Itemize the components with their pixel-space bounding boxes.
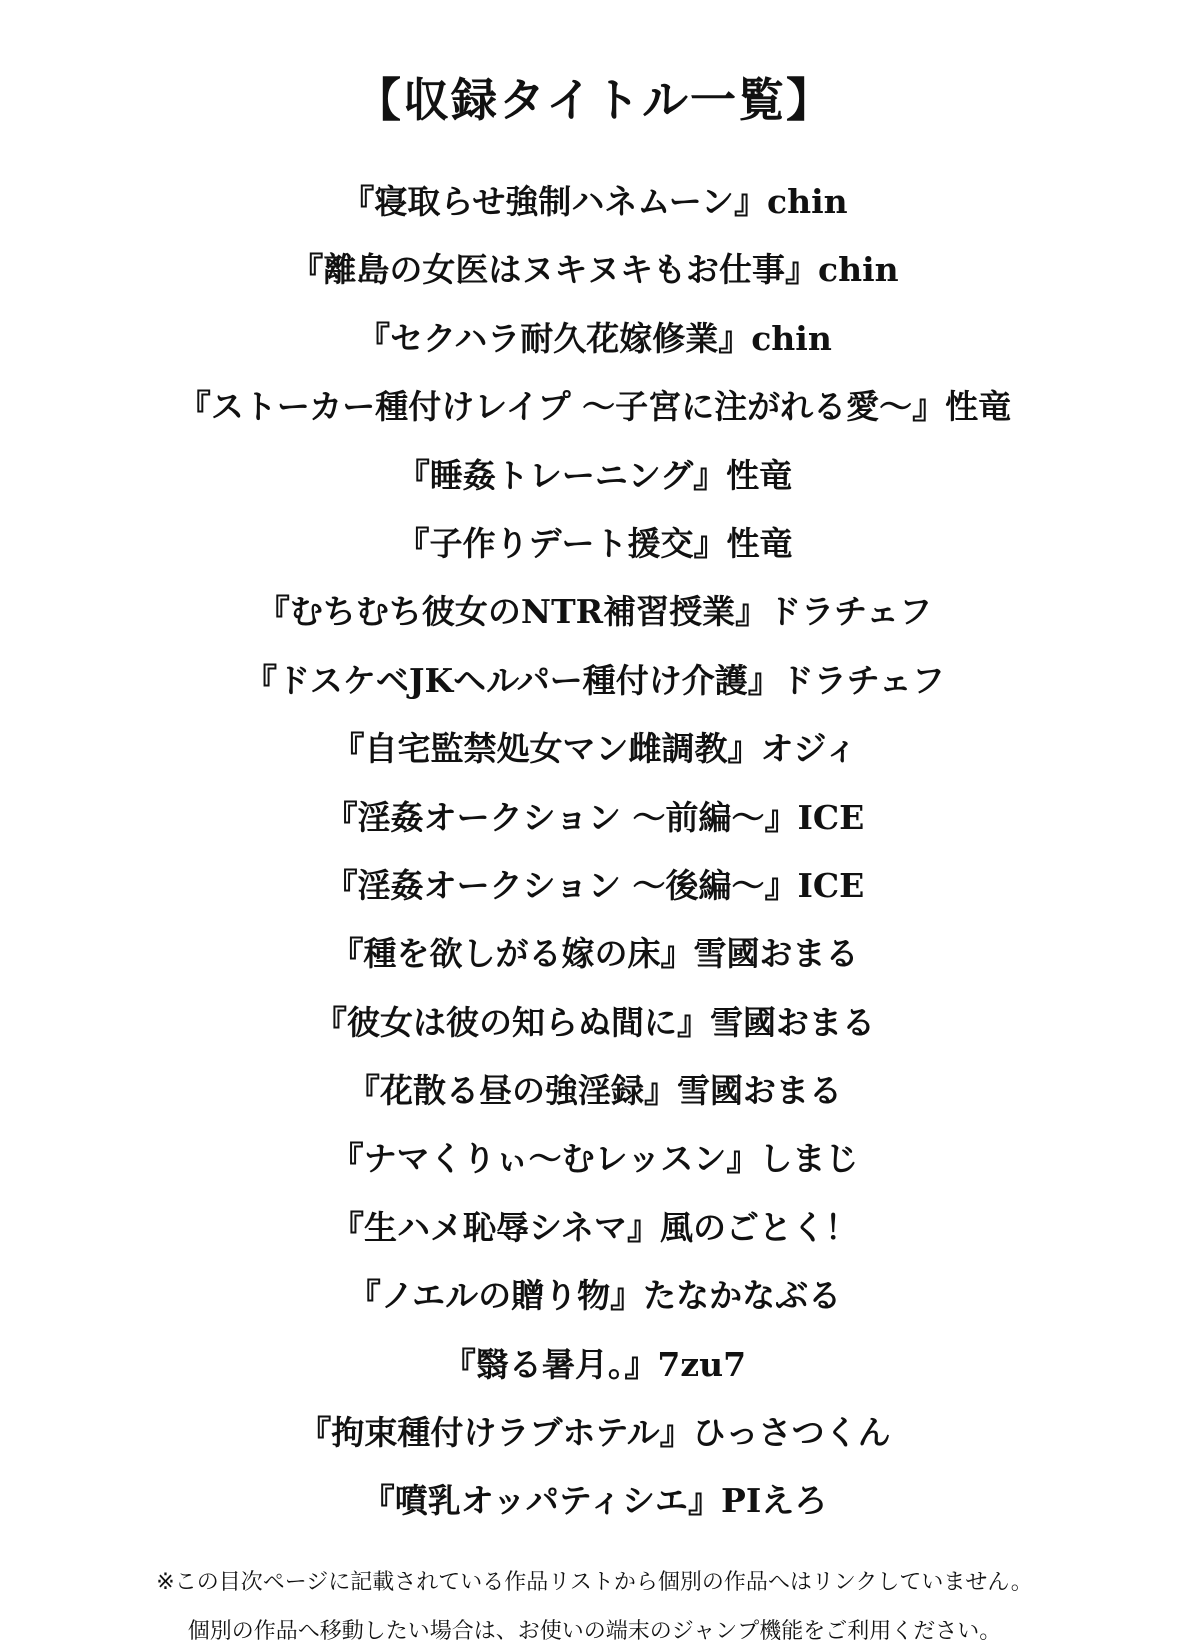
list-item: 『噴乳オッパティシエ』PIえろ (361, 1481, 828, 1521)
list-item: 『彼女は彼の知らぬ間に』雪國おまる (314, 1002, 875, 1042)
list-item: 『寝取らせ強制ハネムーン』chin (341, 182, 848, 221)
page-title: 【収録タイトル一覧】 (354, 73, 835, 127)
list-item: 『離島の女医はヌキヌキもお仕事』chin (290, 250, 899, 290)
list-item: 『むちむち彼女のNTR補習授業』ドラチェフ (256, 592, 933, 632)
list-item: 『種を欲しがる嫁の床』雪國おまる (330, 934, 859, 974)
list-item: 『ドスケベJKヘルパー種付け介護』ドラチェフ (244, 660, 945, 700)
list-item: 『子作りデート援交』性竜 (396, 523, 793, 563)
list-item: 『翳る暑月。』7zu7 (442, 1344, 747, 1384)
list-item: 『自宅監禁処女マン雌調教』オジィ (331, 729, 858, 769)
list-item: 『生ハメ恥辱シネマ』風のごとく！ (330, 1207, 858, 1247)
note-line: ※この目次ページに記載されている作品リストから個別の作品へはリンクしていません。 (156, 1570, 1033, 1595)
title-list (0, 168, 1189, 1536)
list-item: 『花散る昼の強淫録』雪國おまる (347, 1071, 842, 1111)
list-item: 『ナマくりぃ～むレッスン』しまじ (330, 1139, 859, 1179)
list-item: 『淫姦オークション ～後編～』ICE (324, 865, 865, 905)
list-item: 『セクハラ耐久花嫁修業』chin (357, 318, 832, 358)
list-item: 『拘束種付けラブホテル』ひっさつくん (298, 1413, 891, 1453)
list-item: 『ノエルの贈り物』たなかなぶる (347, 1276, 842, 1316)
list-item: 『ストーカー種付けレイプ ～子宮に注がれる愛～』性竜 (177, 387, 1012, 427)
note-line: 個別の作品へ移動したい場合は、お使いの端末のジャンプ機能をご利用ください。 (187, 1619, 1002, 1644)
list-item: 『淫姦オークション ～前編～』ICE (324, 797, 865, 837)
list-item: 『睡姦トレーニング』性竜 (396, 455, 793, 495)
